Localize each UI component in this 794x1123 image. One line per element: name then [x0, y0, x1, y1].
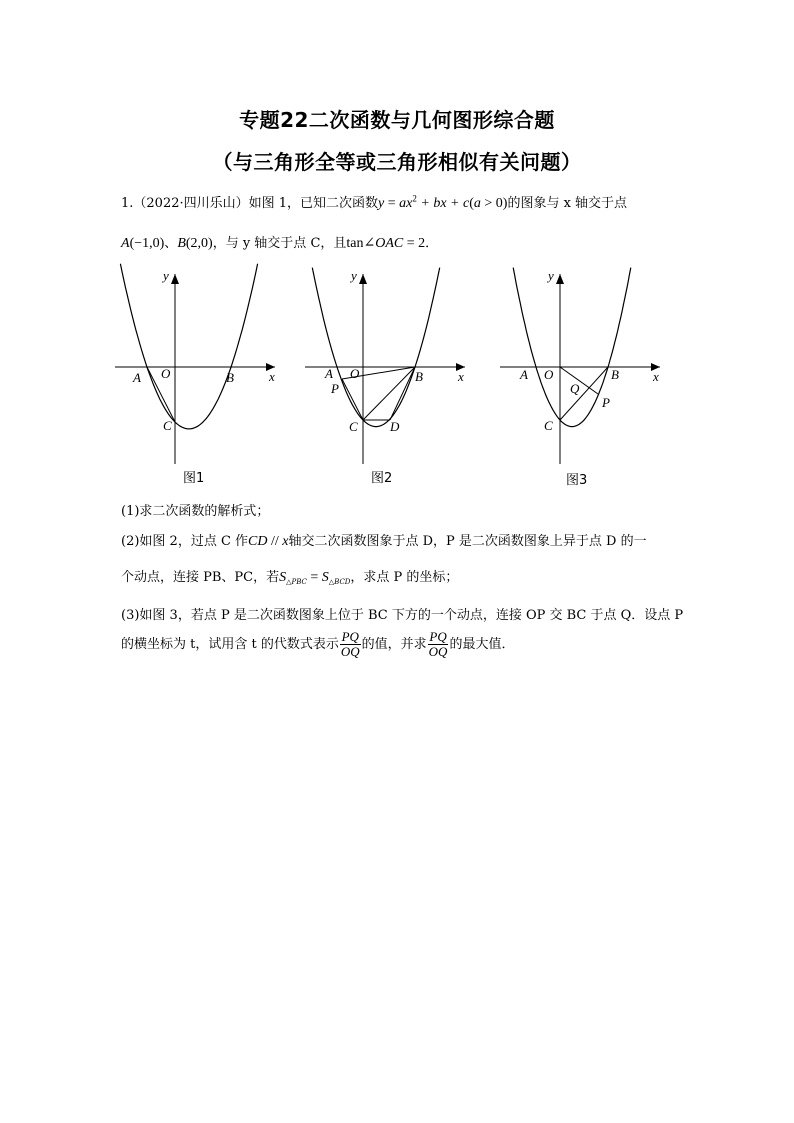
label-x: x: [269, 369, 275, 384]
q2-text: ，求点 P 的坐标；: [350, 570, 459, 585]
separator: 、: [164, 236, 178, 251]
equals-sign: =: [384, 196, 400, 211]
area-sub-pbc: △PBC: [286, 578, 307, 586]
q3-text: 的横坐标为 t，试用含 t 的代数式表示: [121, 637, 339, 652]
label-a: A: [520, 367, 528, 382]
document-subtitle: （与三角形全等或三角形相似有关问题）: [212, 150, 582, 174]
question-2-line1: [121, 530, 647, 550]
parabola-curve: [513, 268, 631, 427]
q2-text: 个动点，连接 PB、PC，若: [121, 570, 280, 585]
label-b: B: [611, 367, 619, 382]
problem-source: （2022·四川乐山）: [133, 196, 249, 211]
fraction-pq-oq: [340, 630, 361, 659]
point-a-name: A: [121, 236, 130, 251]
label-b: B: [226, 370, 234, 385]
document-title: 专题22二次函数与几何图形综合题: [239, 108, 555, 132]
q2-x: x: [282, 534, 289, 549]
q2-equals: =: [306, 570, 322, 585]
question-1: (1)求二次函数的解析式；: [121, 504, 270, 519]
q2-text: (2)如图 2，过点 C 作: [121, 534, 249, 549]
stem-end: ．: [425, 236, 439, 251]
problem-stem-line1: [121, 192, 627, 212]
tan-function: tan∠: [346, 236, 376, 251]
label-y: y: [351, 268, 357, 283]
question-3-line2: [121, 630, 514, 659]
y-axis-arrow-icon: [359, 274, 367, 284]
point-b-name: B: [177, 236, 186, 251]
segment-bd: [390, 367, 415, 420]
function-ax: ax: [399, 196, 413, 211]
label-x: x: [458, 369, 464, 384]
condition-value: > 0: [480, 196, 503, 211]
segment-bc: [560, 367, 608, 420]
q2-cd: CD: [248, 534, 268, 549]
area-s1: S: [279, 570, 287, 585]
problem-number: 1.: [121, 196, 134, 211]
segment-pc: [342, 379, 363, 420]
parabola-curve: [120, 264, 257, 429]
label-d: D: [390, 419, 400, 434]
stem-text: ，与 y 轴交于点 C，且: [212, 236, 347, 251]
label-x: x: [653, 369, 659, 384]
stem-text: 的图象与 x 轴交于点: [507, 196, 628, 211]
parabola-curve: [312, 268, 439, 427]
label-a: A: [133, 370, 141, 385]
fraction-pq-oq: [428, 630, 449, 659]
label-p: P: [602, 395, 610, 410]
y-axis-arrow-icon: [556, 274, 564, 284]
fraction-numerator: PQ: [429, 629, 447, 644]
tan-angle: OAC: [375, 236, 404, 251]
label-c: C: [163, 418, 172, 433]
fraction-denominator: OQ: [340, 644, 360, 659]
figure-2: [305, 262, 475, 492]
area-s2: S: [321, 570, 329, 585]
q2-text: 轴交二次函数图象于点 D，P 是二次函数图象上异于点 D 的一: [288, 534, 647, 549]
y-axis-arrow-icon: [171, 274, 179, 284]
question-2-line2: [121, 566, 458, 586]
stem-text: 如图 1，已知二次函数: [248, 196, 379, 211]
area-sub-bcd: △BCD: [328, 578, 351, 586]
label-c: C: [544, 418, 553, 433]
q3-text: 的最大值．: [449, 637, 515, 652]
label-y: y: [548, 268, 554, 283]
segment-bc: [363, 367, 415, 420]
condition-a: a: [473, 196, 481, 211]
function-y: y: [378, 196, 385, 211]
q3-text: 的值，并求: [361, 637, 427, 652]
function-exponent: 2: [412, 193, 417, 204]
label-o: O: [350, 366, 360, 381]
label-c: C: [349, 419, 358, 434]
figure-3-caption: 图3: [566, 473, 588, 488]
figure-3: [500, 262, 670, 492]
question-3-line1: (3)如图 3，若点 P 是二次函数图象上位于 BC 下方的一个动点，连接 OP 交 BC 于点 Q．设点 P: [121, 608, 684, 623]
label-b: B: [415, 369, 423, 384]
fraction-numerator: PQ: [341, 629, 359, 644]
q2-parallel: //: [267, 534, 283, 549]
point-b-coord: (2,0): [185, 236, 213, 251]
paren-open: (: [469, 196, 474, 211]
fraction-denominator: OQ: [428, 644, 448, 659]
label-y: y: [163, 268, 169, 283]
figure-1-caption: 图1: [183, 471, 205, 486]
label-p: P: [331, 381, 339, 396]
label-q: Q: [570, 381, 580, 396]
tan-value: = 2: [403, 236, 426, 251]
figure-2-caption: 图2: [371, 471, 393, 486]
label-o: O: [161, 366, 171, 381]
figure-1: [115, 262, 285, 492]
problem-stem-line2: [121, 232, 438, 252]
label-a: A: [325, 366, 333, 381]
point-a-coord: (−1,0): [129, 236, 165, 251]
paren-close: ): [502, 196, 508, 211]
label-o: O: [544, 367, 554, 382]
function-rest: + bx + c: [416, 196, 470, 211]
